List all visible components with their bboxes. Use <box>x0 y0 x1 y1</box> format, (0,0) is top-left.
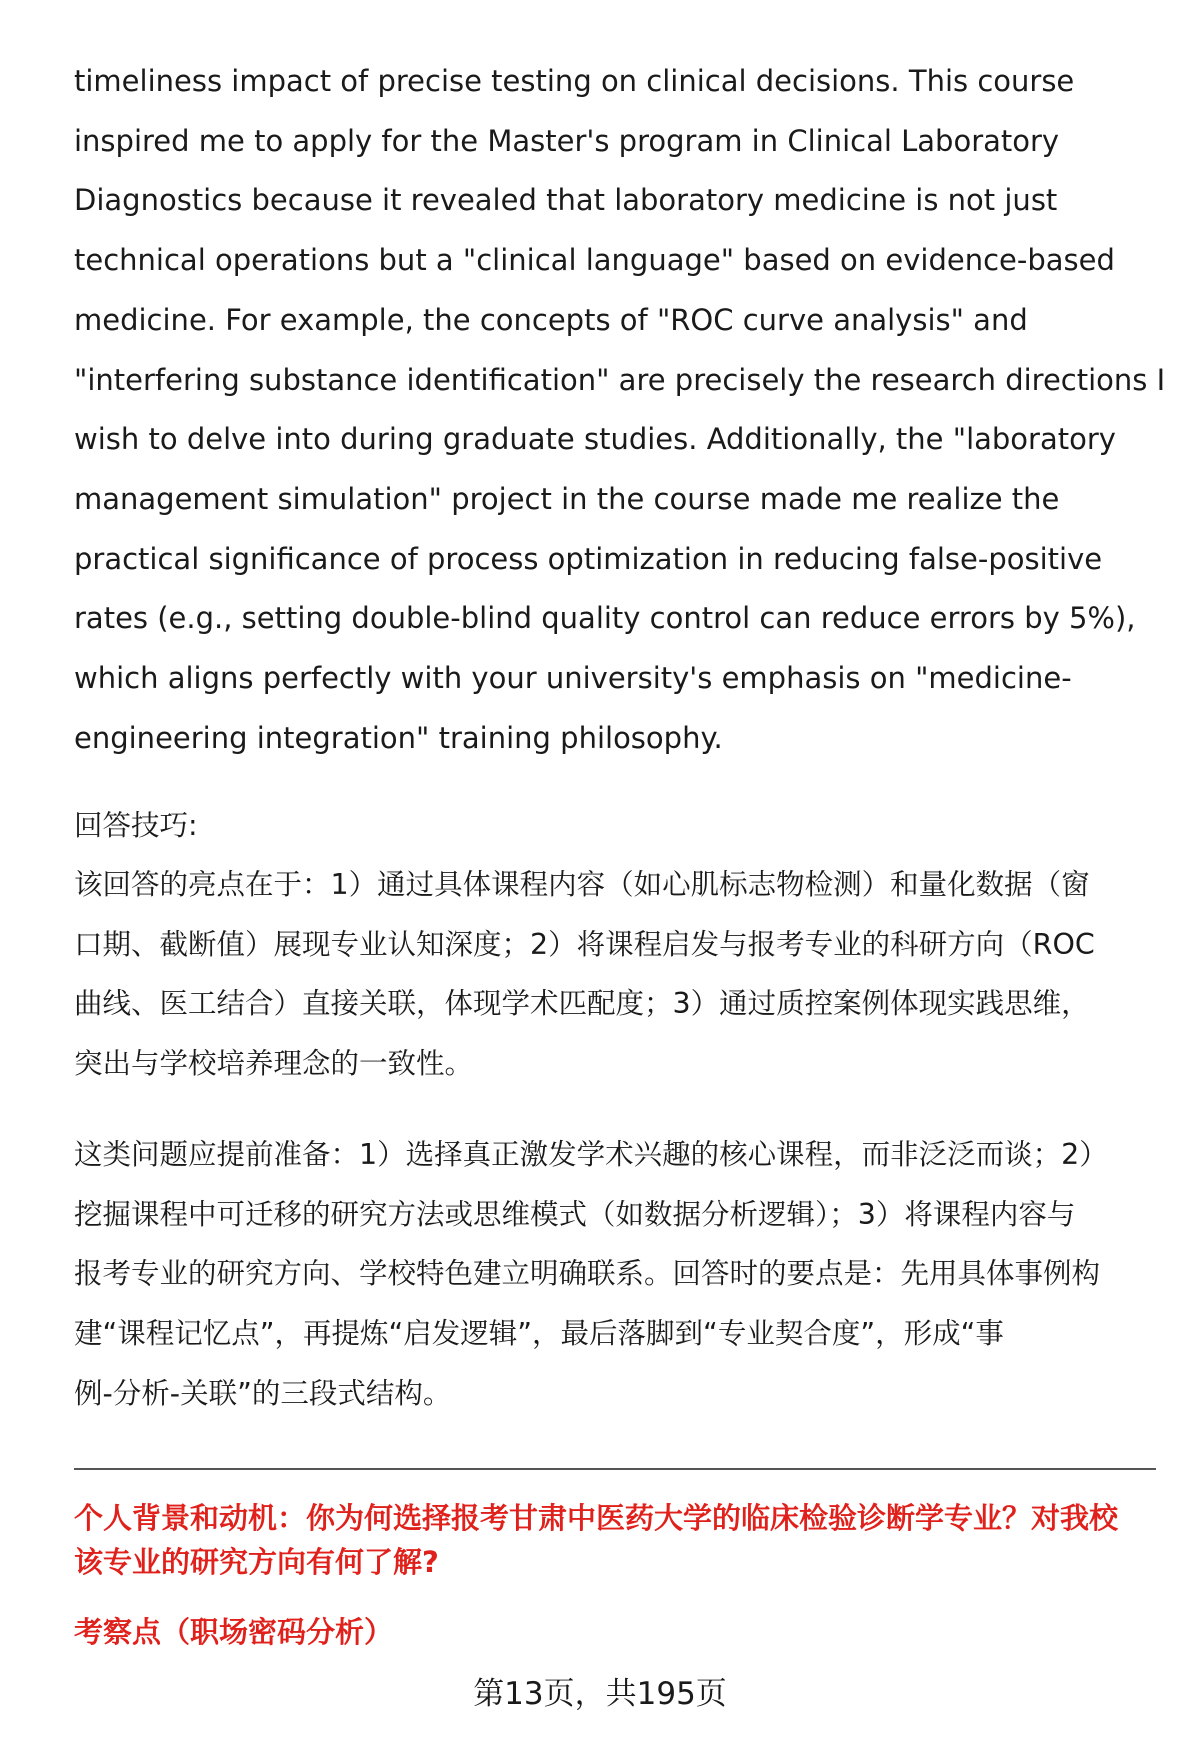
paragraph-line: 曲线、医工结合）直接关联，体现学术匹配度；3）通过质控案例体现实践思维， <box>74 987 1090 1021</box>
paragraph-line: 挖掘课程中可迁移的研究方法或思维模式（如数据分析逻辑）；3）将课程内容与 <box>74 1197 1076 1231</box>
paragraph-line: wish to delve into during graduate studies. Additionally, the "laboratory <box>74 422 1116 457</box>
paragraph-line: 例-分析-关联”的三段式结构。 <box>74 1376 452 1410</box>
paragraph-line: medicine. For example, the concepts of "ROC curve analysis" and <box>74 302 1028 337</box>
paragraph-line: 报考专业的研究方向、学校特色建立明确联系。回答时的要点是：先用具体事例构 <box>74 1257 1101 1291</box>
paragraph-line: technical operations but a "clinical language" based on evidence-based <box>74 243 1115 278</box>
paragraph-line: "interfering substance identification" are precisely the research directions I <box>74 362 1166 397</box>
paragraph-line: engineering integration" training philosophy. <box>74 720 723 755</box>
paragraph-line: 建“课程记忆点”，再提炼“启发逻辑”，最后落脚到“专业契合度”，形成“事 <box>74 1317 1004 1351</box>
paragraph-line: Diagnostics because it revealed that laboratory medicine is not just <box>74 183 1058 218</box>
question-heading-line: 该专业的研究方向有何了解? <box>74 1545 439 1579</box>
page-number: 第13页，共195页 <box>473 1676 727 1712</box>
paragraph-line: timeliness impact of precise testing on clinical decisions. This course <box>74 64 1075 98</box>
tips-label <box>74 796 1154 856</box>
question-heading <box>74 1496 1164 1584</box>
paragraph-line: 突出与学校培养理念的一致性。 <box>74 1047 474 1081</box>
english-answer-paragraph <box>74 52 1166 768</box>
tips-paragraph-preparation <box>74 1125 1154 1424</box>
analysis-subheading: 考察点（职场密码分析） <box>74 1615 394 1649</box>
section-divider <box>74 1468 1156 1470</box>
paragraph-line: which aligns perfectly with your university's emphasis on "medicine- <box>74 661 1072 696</box>
tips-paragraph-highlights <box>74 855 1154 1094</box>
question-heading-line: 个人背景和动机：你为何选择报考甘肃中医药大学的临床检验诊断学专业？对我校 <box>74 1501 1119 1535</box>
paragraph-line: inspired me to apply for the Master's program in Clinical Laboratory <box>74 123 1060 158</box>
paragraph-line: 口期、截断值）展现专业认知深度；2）将课程启发与报考专业的科研方向（ROC <box>74 927 1095 961</box>
tips-label-text: 回答技巧: <box>74 809 198 842</box>
paragraph-line: management simulation" project in the course made me realize the <box>74 481 1060 516</box>
paragraph-line: rates (e.g., setting double-blind quality control can reduce errors by 5%), <box>74 601 1136 636</box>
paragraph-line: 该回答的亮点在于：1）通过具体课程内容（如心肌标志物检测）和量化数据（窗 <box>74 868 1090 901</box>
paragraph-line: 这类问题应提前准备：1）选择真正激发学术兴趣的核心课程，而非泛泛而谈；2） <box>74 1138 1108 1171</box>
paragraph-line: practical significance of process optimization in reducing false-positive <box>74 541 1103 576</box>
